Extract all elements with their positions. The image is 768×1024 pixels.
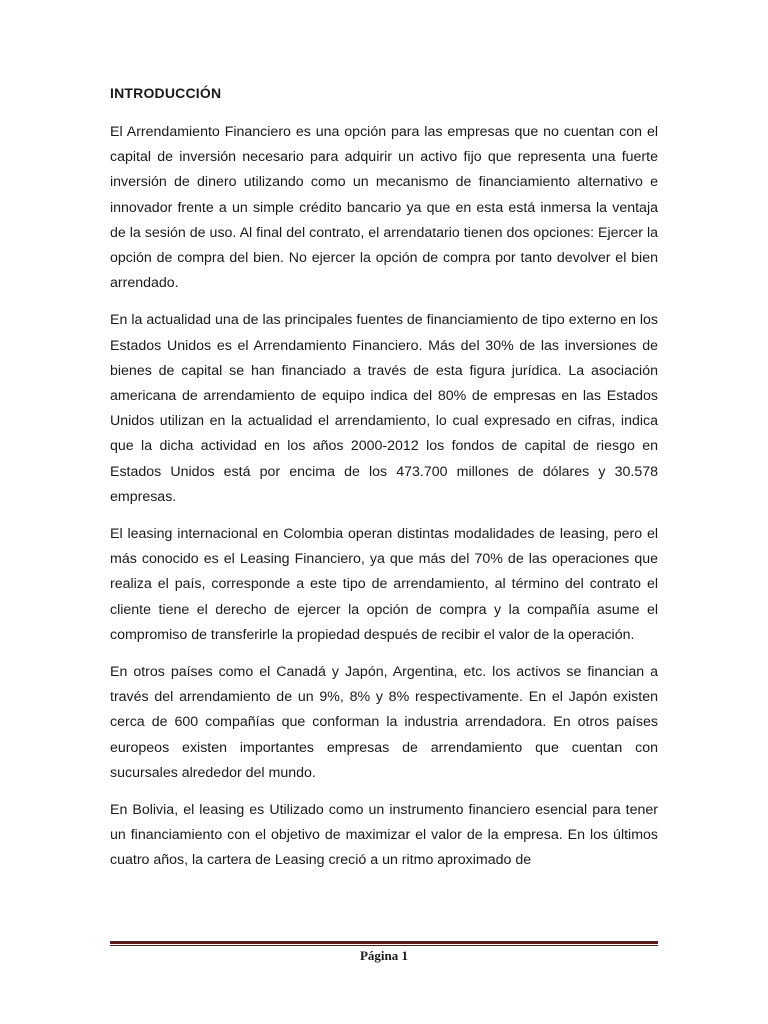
page-number: Página 1 bbox=[359, 948, 409, 963]
footer-divider-thick-line bbox=[110, 941, 658, 944]
paragraph: En la actualidad una de las principales fuentes de financiamiento de tipo externo en los Estados Unidos es el Arrendamiento Financiero. Más del 30% de las inversiones de bienes de capital se han financiado a través de esta figura jurídica. La asociación americana de arrendamiento de equipo indica del 80% de empresas en las Estados Unidos utilizan en la actualidad el arrendamiento, lo cual expresado en cifras, indica que la dicha actividad en los años 2000-2012 los fondos de capital de riesgo en Estados Unidos está por encima de los 473.700 millones de dólares y 30.578 empresas. bbox=[110, 312, 658, 505]
section-heading: INTRODUCCIÓN bbox=[110, 85, 222, 101]
paragraph: El leasing internacional en Colombia operan distintas modalidades de leasing, pero el más conocido es el Leasing Financiero, ya que más del 70% de las operaciones que realiza el país, corresponde a este tipo de arrendamiento, al término del contrato el cliente tiene el derecho de ejercer la opción de compra y la compañía asume el compromiso de transferirle la propiedad después de recibir el valor de la operación. bbox=[110, 526, 658, 643]
paragraph: En Bolivia, el leasing es Utilizado como un instrumento financiero esencial para tener un financiamiento con el objetivo de maximizar el valor de la empresa. En los últimos cuatro años, la cartera de Leasing creció a un ritmo aproximado de bbox=[110, 802, 658, 869]
paragraph: El Arrendamiento Financiero es una opción para las empresas que no cuentan con el capital de inversión necesario para adquirir un activo fijo que representa una fuerte inversión de dinero utilizando como un mecanismo de financiamiento alternativo e innovador frente a un simple crédito bancario ya que en esta está inmersa la ventaja de la sesión de uso. Al final del contrato, el arrendatario tienen dos opciones: Ejercer la opción de compra del bien. No ejercer la opción de compra por tanto devolver el bien arrendado. bbox=[110, 124, 658, 292]
footer-divider bbox=[110, 941, 658, 947]
paragraph: En otros países como el Canadá y Japón, Argentina, etc. los activos se financian a través del arrendamiento de un 9%, 8% y 8% respectivamente. En el Japón existen cerca de 600 compañías que conforman la industria arrendadora. En otros países europeos existen importantes empresas de arrendamiento que cuentan con sucursales alrededor del mundo. bbox=[110, 664, 658, 781]
body-text bbox=[110, 120, 658, 886]
footer-divider-thin-line bbox=[110, 945, 658, 946]
